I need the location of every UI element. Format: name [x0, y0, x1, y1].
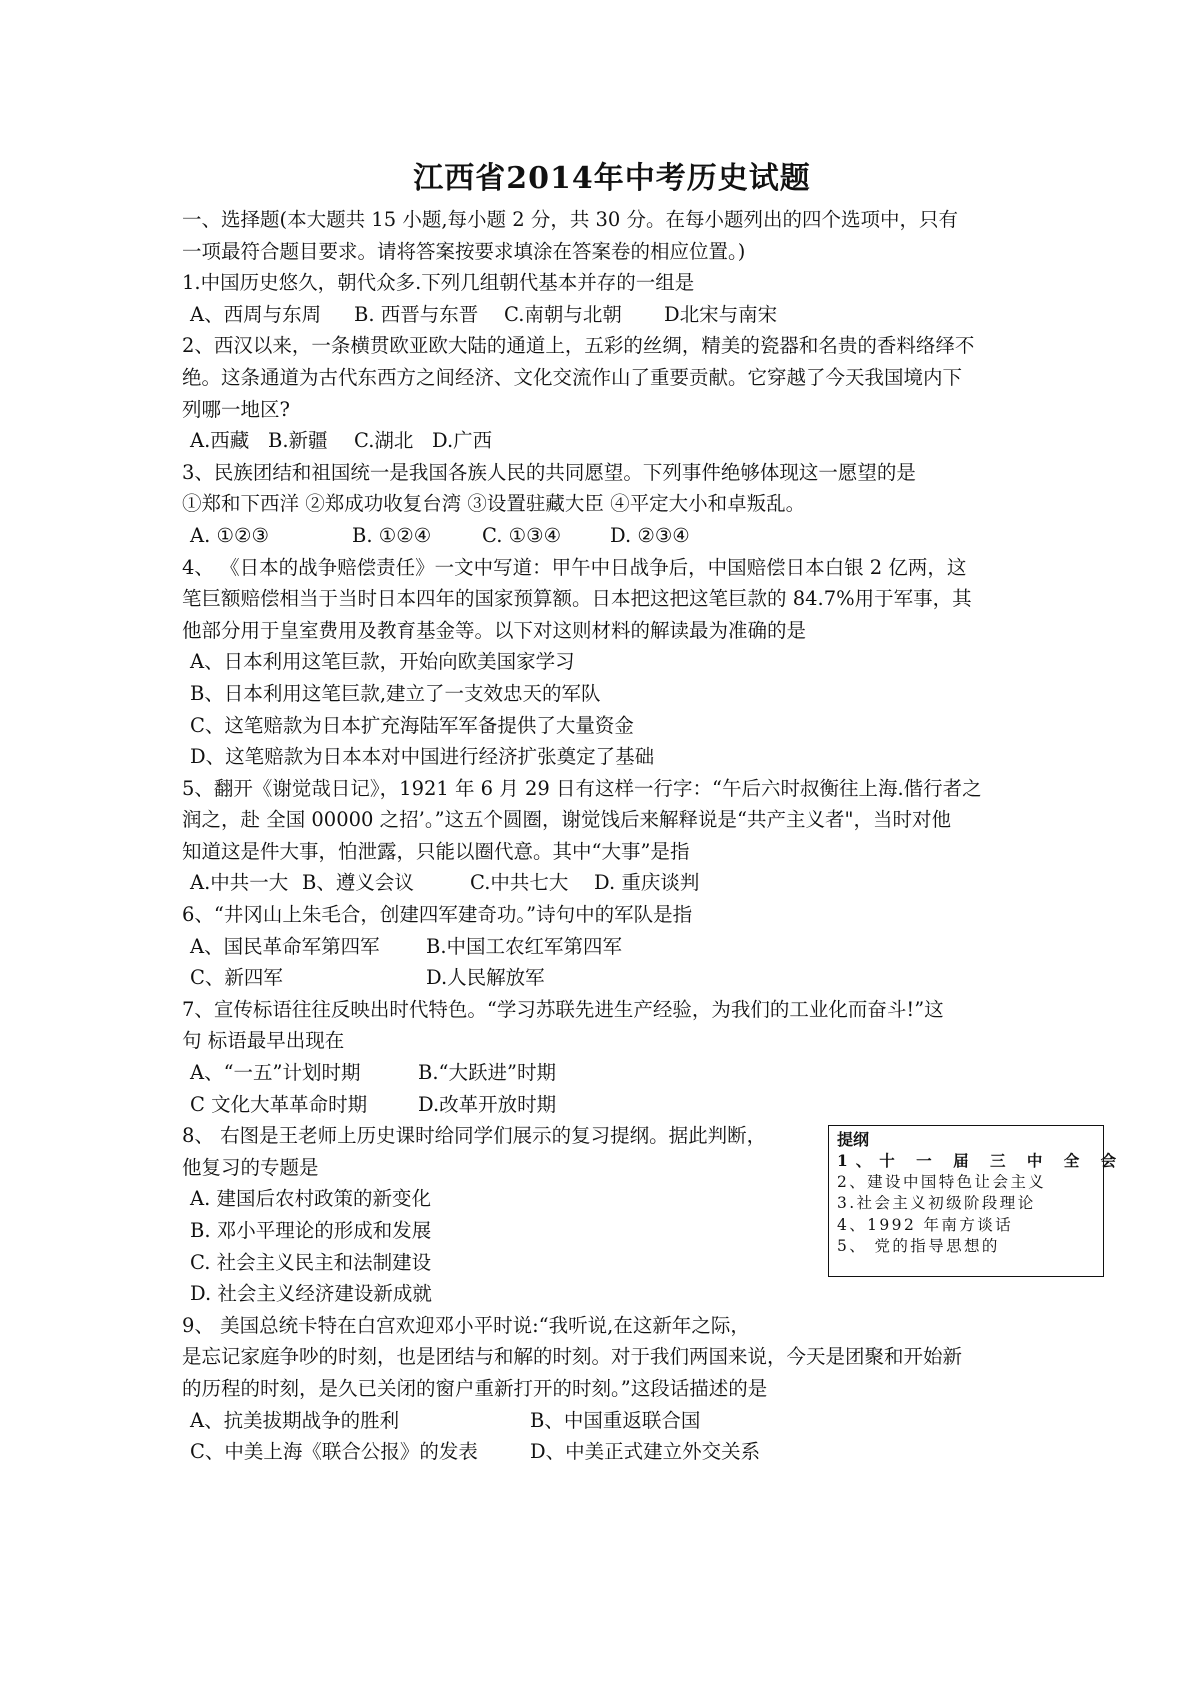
- option-b: B. ①②④: [352, 523, 432, 547]
- question-9-stem: 的历程的时刻，是久已关闭的窗户重新打开的时刻。”这段话描述的是: [182, 1376, 768, 1400]
- question-5-stem: 5、翻开《谢觉哉日记》，1921 年 6 月 29 日有这样一行字：“午后六时叔衡往上海.偕行者之: [182, 776, 982, 800]
- question-4-stem: 笔巨额赔偿相当于当时日本四年的国家预算额。日本把这把这笔巨款的 84.7%用于军事，其: [182, 587, 972, 611]
- option-b: B.“大跃进”时期: [418, 1061, 556, 1085]
- option-d: D.改革开放时期: [418, 1092, 557, 1116]
- option-c: C、中美上海《联合公报》的发表: [190, 1440, 478, 1464]
- question-6-stem: 6、“井冈山上朱毛合，创建四军建奇功。”诗句中的军队是指: [182, 903, 693, 927]
- question-5-stem: 知道这是件大事，怕泄露，只能以圈代意。其中“大事”是指: [182, 839, 690, 863]
- option-c: C 文化大革革命时期: [190, 1092, 368, 1116]
- option-d: D. 社会主义经济建设新成就: [190, 1282, 432, 1306]
- question-1-stem: 1.中国历史悠久，朝代众多.下列几组朝代基本并存的一组是: [182, 271, 695, 295]
- option-d: D.人民解放军: [426, 966, 545, 990]
- question-7-options: [182, 1057, 1042, 1089]
- outline-title: 提纲: [837, 1130, 870, 1149]
- question-3-options: [182, 520, 1042, 552]
- question-5-options: [182, 867, 1042, 899]
- option-a: A、国民革命军第四军: [190, 934, 380, 958]
- question-9-options: [182, 1405, 1042, 1437]
- question-6-options: [182, 931, 1042, 963]
- option-d: D.广西: [432, 429, 493, 453]
- option-b: B. 西晋与东晋: [354, 302, 479, 326]
- page-title: 江西省2014年中考历史试题: [413, 161, 811, 196]
- option-c: C. 社会主义民主和法制建设: [190, 1250, 432, 1274]
- option-a: A.西藏: [190, 429, 250, 453]
- option-a: A.中共一大: [190, 871, 289, 895]
- outline-item: 4、1992 年南方谈话: [837, 1215, 1014, 1234]
- question-1-options: [182, 299, 1042, 331]
- question-3-stem: ①郑和下西洋 ②郑成功收复台湾 ③设置驻藏大臣 ④平定大小和卓叛乱。: [182, 492, 806, 516]
- option-c: C.湖北: [354, 429, 414, 453]
- option-c: C.中共七大: [470, 871, 569, 895]
- option-a: A. ①②③: [190, 523, 269, 547]
- option-b: B、日本利用这笔巨款,建立了一支效忠天的军队: [190, 681, 601, 705]
- option-d: D北宋与南宋: [664, 302, 778, 326]
- question-2-stem: 2、西汉以来，一条横贯欧亚欧大陆的通道上，五彩的丝绸，精美的瓷器和名贵的香料络绎不: [182, 334, 975, 358]
- option-d: D、这笔赔款为日本本对中国进行经济扩张奠定了基础: [190, 745, 655, 769]
- question-2-stem: 绝。这条通道为古代东西方之间经济、文化交流作山了重要贡献。它穿越了今天我国境内下: [182, 365, 963, 389]
- question-7-options: [182, 1089, 1042, 1121]
- option-b: B. 邓小平理论的形成和发展: [190, 1219, 432, 1242]
- question-7-stem: 7、宣传标语往往反映出时代特色。“学习苏联先进生产经验，为我们的工业化而奋斗!”这: [182, 997, 944, 1021]
- option-b: B、中国重返联合国: [530, 1408, 701, 1432]
- option-b: B.中国工农红军第四军: [426, 934, 623, 958]
- question-5-stem: 润之，赴 全国 00000 之招’。”这五个圆圈，谢觉饯后来解释说是“共产主义者"，当时对他: [182, 808, 951, 832]
- outline-item: 3.社会主义初级阶段理论: [837, 1194, 1036, 1212]
- option-a: A、日本利用这笔巨款，开始向欧美国家学习: [190, 650, 575, 674]
- question-7-stem: 句 标语最早出现在: [182, 1029, 345, 1053]
- option-c: C、新四军: [190, 966, 283, 990]
- outline-box: [828, 1125, 1125, 1277]
- question-6-options: [182, 962, 1042, 994]
- option-c: C.南朝与北朝: [504, 302, 622, 326]
- question-9-options: [182, 1436, 1042, 1468]
- question-2-stem: 列哪一地区?: [182, 397, 290, 421]
- option-a: A、西周与东周: [190, 302, 322, 326]
- question-9-stem: 9、 美国总统卡特在白宫欢迎邓小平时说:“我听说,在这新年之际，: [182, 1313, 750, 1337]
- option-b: B.新疆: [268, 429, 328, 453]
- option-b: B、遵义会议: [302, 871, 414, 895]
- question-8-stem: 他复习的专题是: [182, 1155, 319, 1179]
- option-a: A、“一五”计划时期: [190, 1061, 361, 1085]
- option-d: D、中美正式建立外交关系: [530, 1440, 761, 1464]
- question-4-stem: 4、 《日本的战争赔偿责任》一文中写道：甲午中日战争后，中国赔偿日本白银 2 亿两，这: [182, 555, 967, 579]
- outline-item: 5、 党的指导思想的: [837, 1237, 1000, 1255]
- section-header-line: 一、选择题(本大题共 15 小题,每小题 2 分，共 30 分。在每小题列出的四个选项中，只有: [182, 208, 959, 231]
- option-d: D. 重庆谈判: [594, 871, 700, 895]
- question-8-stem: 8、 右图是王老师上历史课时给同学们展示的复习提纲。据此判断，: [182, 1124, 767, 1148]
- option-c: C. ①③④: [482, 523, 562, 547]
- exam-content: [182, 204, 1042, 1468]
- question-4-stem: 他部分用于皇室费用及教育基金等。以下对这则材料的解读最为准确的是: [182, 618, 807, 642]
- question-9-stem: 是忘记家庭争吵的时刻，也是团结与和解的时刻。对于我们两国来说，今天是团聚和开始新: [182, 1345, 963, 1369]
- option-d: D. ②③④: [610, 523, 690, 547]
- option-a: A. 建国后农村政策的新变化: [190, 1187, 431, 1211]
- outline-item: 1、十 一 届 三 中 全 会: [837, 1151, 1125, 1170]
- option-a: A、抗美拔期战争的胜利: [190, 1408, 400, 1432]
- question-2-options: [182, 425, 1042, 457]
- section-header-line: 一项最符合题目要求。请将答案按要求填涂在答案卷的相应位置。): [182, 239, 746, 263]
- option-c: C、这笔赔款为日本扩充海陆军军备提供了大量资金: [190, 713, 634, 737]
- question-3-stem: 3、民族团结和祖国统一是我国各族人民的共同愿望。下列事件绝够体现这一愿望的是: [182, 460, 916, 484]
- outline-item: 2、建设中国特色让会主义: [837, 1172, 1047, 1191]
